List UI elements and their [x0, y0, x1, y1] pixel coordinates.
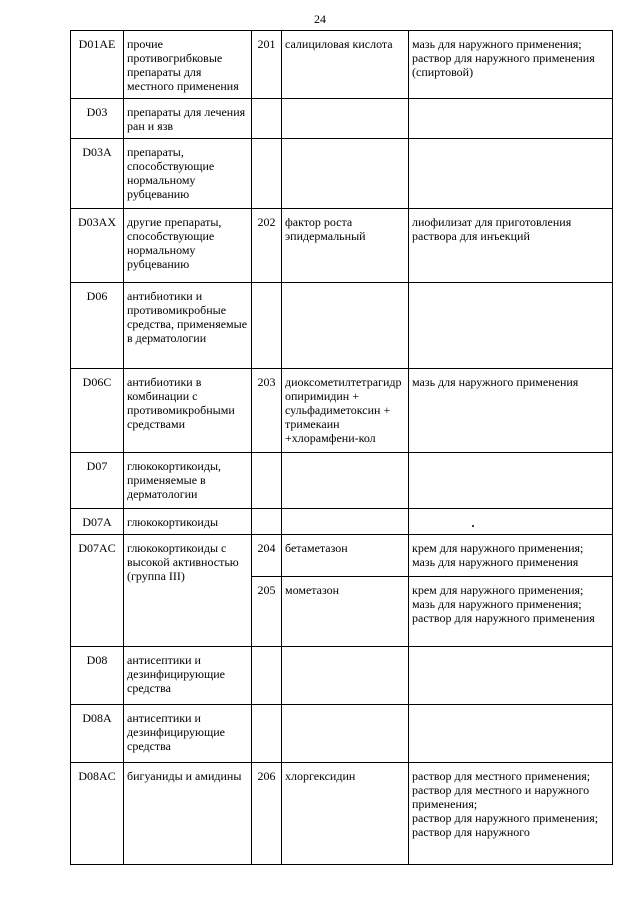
dosage-form: раствор для местного и наружного применения; [412, 783, 590, 811]
dosage-forms [409, 209, 613, 283]
table-row [71, 509, 613, 535]
item-number [252, 509, 282, 535]
dosage-forms [409, 535, 613, 577]
item-number: 203 [252, 369, 282, 453]
table-row [71, 453, 613, 509]
dosage-form: раствор для наружного применения (спиртовой) [412, 51, 595, 79]
group-name: препараты, способствующие нормальному рубцеванию [124, 139, 252, 209]
item-number [252, 705, 282, 763]
dosage-forms [409, 99, 613, 139]
item-number [252, 283, 282, 369]
table-row [71, 535, 613, 577]
atc-code: D03A [71, 139, 124, 209]
drug-name [282, 283, 409, 369]
table-row [71, 369, 613, 453]
group-name: глюкокортикоиды [124, 509, 252, 535]
group-name: препараты для лечения ран и язв [124, 99, 252, 139]
dosage-forms [409, 647, 613, 705]
table-row [71, 647, 613, 705]
dosage-form: крем для наружного применения; [412, 541, 584, 555]
group-name: антибиотики в комбинации с противомикробными средствами [124, 369, 252, 453]
dosage-forms [409, 577, 613, 647]
scan-speck [472, 525, 474, 527]
dosage-forms [409, 705, 613, 763]
drug-name [282, 509, 409, 535]
atc-code: D08 [71, 647, 124, 705]
dosage-forms [409, 763, 613, 865]
dosage-form: лиофилизат для приготовления раствора для инъекций [412, 215, 572, 243]
group-name: другие препараты, способствующие нормальному рубцеванию [124, 209, 252, 283]
group-name: бигуаниды и амидины [124, 763, 252, 865]
table-row [71, 283, 613, 369]
dosage-forms [409, 369, 613, 453]
group-name: антисептики и дезинфицирующие средства [124, 705, 252, 763]
atc-code: D08A [71, 705, 124, 763]
dosage-form: раствор для наружного применения [412, 611, 595, 625]
dosage-form: мазь для наружного применения; [412, 597, 582, 611]
atc-code: D07A [71, 509, 124, 535]
atc-code: D07 [71, 453, 124, 509]
drug-name: хлоргексидин [282, 763, 409, 865]
atc-code: D06C [71, 369, 124, 453]
group-name: антибиотики и противомикробные средства, применяемые в дерматологии [124, 283, 252, 369]
group-name: глюкокортикоиды, применяемые в дерматологии [124, 453, 252, 509]
atc-code: D07AC [71, 535, 124, 647]
dosage-forms [409, 31, 613, 99]
dosage-form: крем для наружного применения; [412, 583, 584, 597]
drug-name: диоксометилтетрагидропиримидин + сульфадиметоксин + тримекаин +хлорамфени-кол [282, 369, 409, 453]
item-number [252, 453, 282, 509]
dosage-form: раствор для наружного [412, 825, 530, 839]
dosage-form: раствор для местного применения; [412, 769, 591, 783]
drug-name: мометазон [282, 577, 409, 647]
item-number [252, 99, 282, 139]
drug-name [282, 453, 409, 509]
dosage-forms [409, 509, 613, 535]
page-number: 24 [314, 12, 326, 26]
group-name: антисептики и дезинфицирующие средства [124, 647, 252, 705]
drug-name [282, 705, 409, 763]
dosage-form: мазь для наружного применения [412, 555, 579, 569]
dosage-form: раствор для наружного применения; [412, 811, 599, 825]
group-name: глюкокортикоиды с высокой активностью (группа III) [124, 535, 252, 647]
table-row [71, 209, 613, 283]
atc-code: D08AC [71, 763, 124, 865]
dosage-form: мазь для наружного применения; [412, 37, 582, 51]
drug-name: бетаметазон [282, 535, 409, 577]
drug-table [70, 30, 613, 865]
item-number [252, 139, 282, 209]
table-row [71, 31, 613, 99]
atc-code: D06 [71, 283, 124, 369]
atc-code: D03AX [71, 209, 124, 283]
table-row [71, 99, 613, 139]
drug-name: салициловая кислота [282, 31, 409, 99]
dosage-forms [409, 283, 613, 369]
item-number: 201 [252, 31, 282, 99]
item-number: 205 [252, 577, 282, 647]
table-row [71, 705, 613, 763]
table-row [71, 139, 613, 209]
item-number: 206 [252, 763, 282, 865]
drug-name [282, 139, 409, 209]
item-number: 204 [252, 535, 282, 577]
atc-code: D03 [71, 99, 124, 139]
drug-name [282, 99, 409, 139]
atc-code: D01AE [71, 31, 124, 99]
drug-name [282, 647, 409, 705]
table-row [71, 763, 613, 865]
dosage-forms [409, 139, 613, 209]
dosage-form: мазь для наружного применения [412, 375, 579, 389]
drug-name: фактор роста эпидермальный [282, 209, 409, 283]
dosage-forms [409, 453, 613, 509]
item-number [252, 647, 282, 705]
group-name: прочие противогрибковые препараты для местного применения [124, 31, 252, 99]
item-number: 202 [252, 209, 282, 283]
